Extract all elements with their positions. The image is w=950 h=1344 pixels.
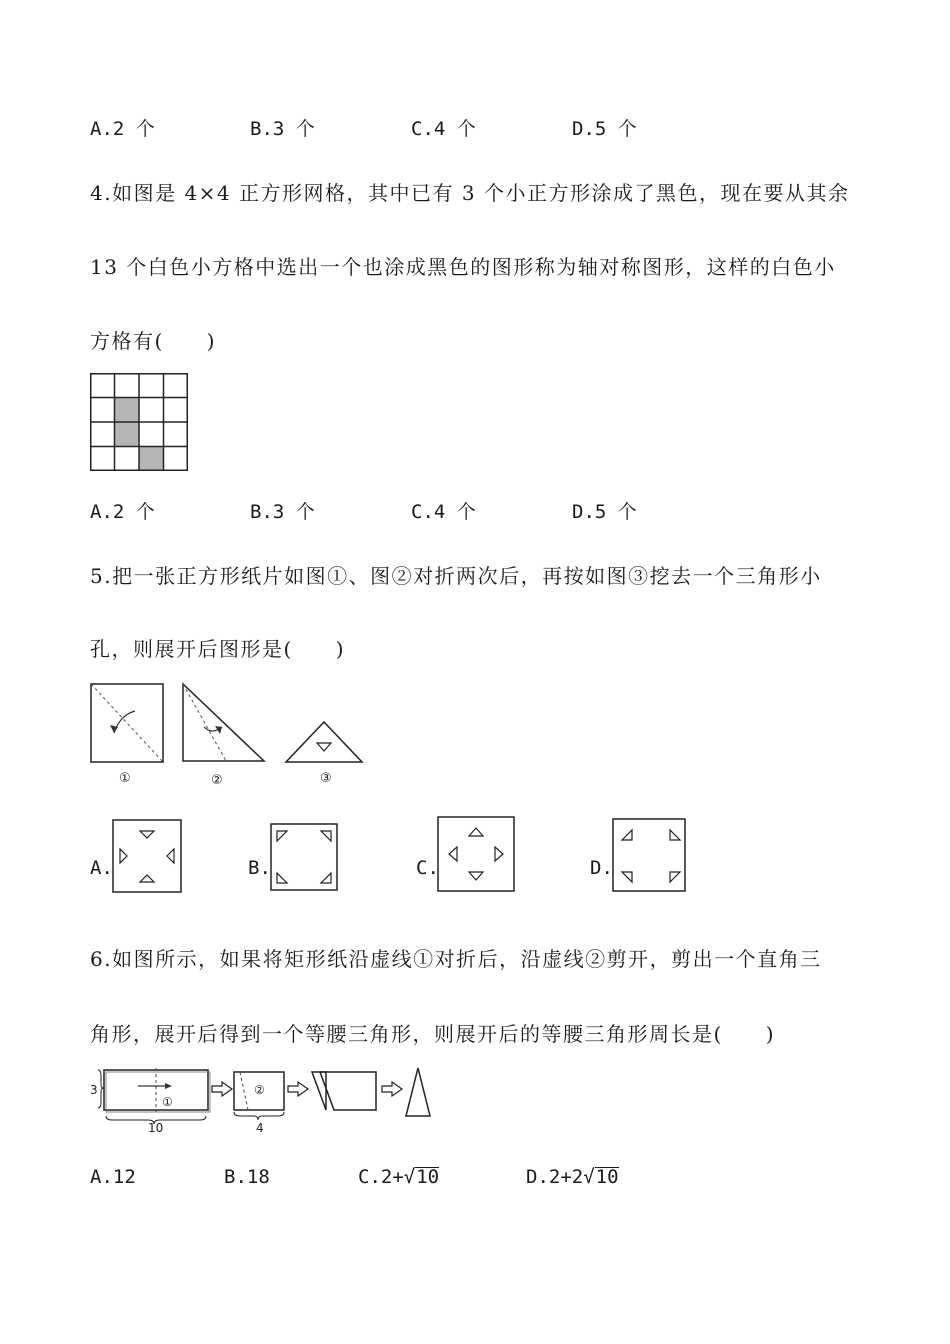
- q6-cut-width-label: 4: [256, 1121, 264, 1135]
- q5-fold-figure-3: [284, 716, 364, 764]
- q6-width-label: 10: [148, 1121, 164, 1135]
- q4-text-line1: 4.如图是 4×4 正方形网格，其中已有 3 个小正方形涂成了黑色，现在要从其余: [90, 181, 850, 205]
- q4-text-line3: 方格有( ): [90, 329, 217, 353]
- q5-text-line2: 孔，则展开后图形是( ): [90, 637, 346, 661]
- q6-text-line2: 角形，展开后得到一个等腰三角形，则展开后的等腰三角形周长是( ): [90, 1022, 776, 1046]
- q4-option-c: C.4 个: [411, 501, 476, 523]
- q5-option-a-label: A.: [90, 857, 113, 879]
- q5-fold-figure-1: [90, 683, 164, 763]
- q5-fig-label-3: ③: [320, 771, 332, 786]
- q6-option-c-prefix: C.2+: [358, 1166, 404, 1188]
- q6-option-d: D.2+2√10: [526, 1166, 619, 1188]
- q3-option-a: A.2 个: [90, 118, 155, 140]
- q4-option-a: A.2 个: [90, 501, 155, 523]
- q4-text-line2: 13 个白色小方格中选出一个也涂成黑色的图形称为轴对称图形，这样的白色小: [90, 255, 836, 279]
- q4-grid-figure: [90, 373, 188, 471]
- q6-option-b: B.18: [224, 1166, 270, 1188]
- q6-option-d-prefix: D.2+2: [526, 1166, 584, 1188]
- q5-option-c-figure: [437, 816, 515, 892]
- q6-fold-label: ①: [162, 1095, 173, 1109]
- q3-option-d: D.5 个: [572, 118, 637, 140]
- q5-option-b-label: B.: [248, 857, 271, 879]
- q6-option-a: A.12: [90, 1166, 136, 1188]
- q4-option-b: B.3 个: [250, 501, 315, 523]
- q6-height-label: 3: [90, 1083, 98, 1097]
- q5-option-c-label: C.: [416, 857, 439, 879]
- q6-option-c: C.2+√10: [358, 1166, 440, 1188]
- q6-option-d-radicand: 10: [595, 1166, 619, 1188]
- q5-fig-label-1: ①: [119, 771, 131, 786]
- q5-option-d-figure: [612, 818, 686, 892]
- grid-shaded-cell: [115, 398, 140, 423]
- q4-option-d: D.5 个: [572, 501, 637, 523]
- q6-cut-label: ②: [254, 1083, 265, 1097]
- grid-shaded-cell: [139, 447, 164, 472]
- q6-text-line1: 6.如图所示，如果将矩形纸沿虚线①对折后，沿虚线②剪开，剪出一个直角三: [90, 947, 822, 971]
- q6-option-c-radicand: 10: [416, 1166, 440, 1188]
- q5-option-b-figure: [270, 823, 338, 891]
- q5-text-line1: 5.把一张正方形纸片如图①、图②对折两次后，再按如图③挖去一个三角形小: [90, 564, 822, 588]
- q3-option-c: C.4 个: [411, 118, 476, 140]
- q5-fig-label-2: ②: [211, 773, 223, 788]
- q5-option-a-figure: [112, 819, 182, 893]
- q5-option-d-label: D.: [590, 857, 613, 879]
- grid-shaded-cell: [115, 422, 140, 447]
- q5-fold-figure-2: [182, 683, 266, 763]
- q3-option-b: B.3 个: [250, 118, 315, 140]
- q6-figure: [90, 1060, 436, 1134]
